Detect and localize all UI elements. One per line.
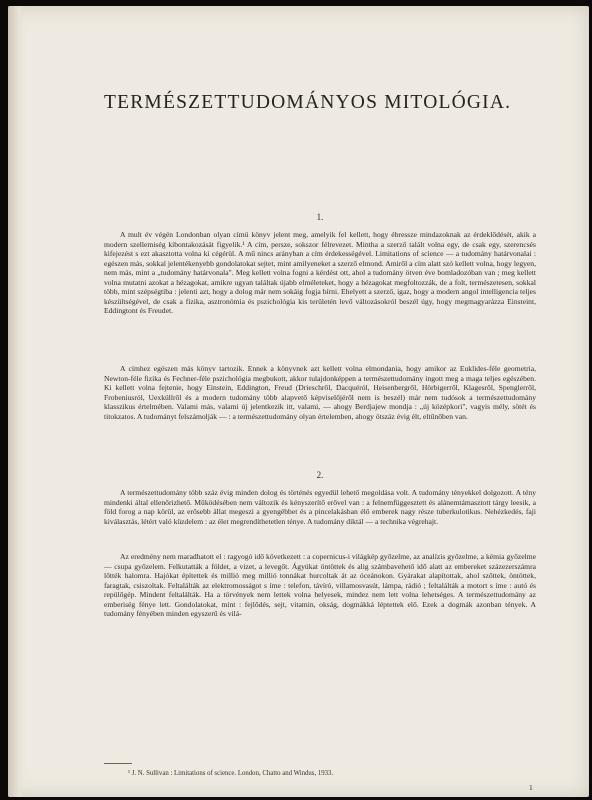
footnote-rule <box>104 763 132 764</box>
section-number-1: 1. <box>316 212 324 222</box>
footnote: ¹ J. N. Sullivan : Limitations of science. London, Chatto and Windus, 1933. <box>128 770 334 777</box>
page-binding-edge <box>8 6 24 797</box>
paragraph-2: A címhez egészen más könyv tartozik. Ennek a könyvnek azt kellett volna elmondania, hogy amikor az Euklides-féle geometria, Newton-féle fizika és Fechner-féle pszichológia megbukott, akkor tulajdonképpen a természettudomány ingott meg a maga teljes egészében. Ki kellett volna fejtenie, hogy Einstein, Eddington, Freud (Drieschről, Dacquéról, Heisenbergről, Hörbigerről, Klagesről, Spenglerről, Frobeniusról, Uexküllről és a modern tudomány több alapvető képviselőjéről nem is beszél) már nem tudósok a természettudomány klasszikus értelmében. Valami más, valami új jelentkezik itt, valami, — ahogy Berdjajew mondja : „új középkori", vagyis mély, sötét és titokzatos. A tudományt felszámolják — : a természettudomány olyan értelemben, ahogy ötszáz évig élt, eltűnőben van. <box>104 364 536 421</box>
section-number-2: 2. <box>316 470 324 480</box>
document-page <box>8 6 589 797</box>
page-title: TERMÉSZETTUDOMÁNYOS MITOLÓGIA. <box>104 92 512 113</box>
page-number: 1 <box>529 783 533 792</box>
paragraph-1: A mult év végén Londonban olyan címü könyv jelent meg, amelyik fel kellett, hogy ébressze mindazoknak az érdeklődését, akik a modern szellemiség kibontakozását figyelik.¹ A cím, persze, sokszor félrevezet. Mintha a szerző talált volna egy, de csak egy, szerencsés kifejezést s ezt akasztotta volna ki cégérül. A mű nincs arányban a cím érdekességével. Limitations of science — a tudomány határvonalai : egészen más, sokkal jelentékenyebb gondolatokat sejtet, mint amilyeneket a szerző elmond. Amiről a cím alatt szó kellett volna, hogy legyen, nem más, mint a „tudomány határvonala". Meg kellett volna fogni a kérdést ott, ahol a tudomány ötven éve bomladozóban van ; meg kellett volna mutatni azokat a hézagokat, amikre ugyan találtak újabb elméleteket, hogy a hézagokat megfoltozzák, de a folt, természetesen, sokkal több, mint szépségtiba : jelenti azt, hogy a dolog már nem sokáig fogja bírni. Ehelyett a szerző, igaz, hogy a modern angol intelligencia teljes készültségével, de csak a fizika, asztronómia és pszichológia kis területén levő változásokról beszél úgy, hogy megmagyarázza Einsteint, Eddingtont és Freudet. <box>104 230 536 316</box>
paragraph-4: Az eredmény nem maradhatott el : ragyogó idő következett : a copernicus-i világkép győzelme, az analízis győzelme, a kémia győzelme — csupa győzelem. Felkutatták a földet, a vizet, a levegőt. Ágyúkat öntöttek és alig számbavehető idő alatt az embereket százezerszámra lőtték halomra. Hajókat építettek és millió meg millió tonnákat hurcoltak át az óceánokon. Gyárakat alapítottak, ahol szőttek, öntöttek, faragtak, csiszoltak. Feltalálták az elektromosságot s íme : telefon, távíró, villamosvasút, lámpa, rádió ; feltalálták a motort s íme : autó és repülőgép. Mindent feltalálták. Ha a törvények nem lettek volna helyesek, mindez nem lett volna lehetséges. A természettudomány az emberiség fénye lett. Gondolatokat, mint : fejlődés, sejt, vitamin, okság, dogmákká léptettek elő. Ezek a dogmák azonban tények. A tudomány fényében minden egyszerű és vilá- <box>104 552 536 619</box>
paragraph-3: A természettudomány több száz évig minden dolog és történés egyedül lehető megoldása volt. A tudomány tényekkel dolgozott. A tény mindenki által ellenőrizhető. Működésében nem változik és kényszerítő erővel van : a felnemfüggesztett és alánemtámasztott tárgy leesik, a föld forog a nap körül, az erősebb állat megeszi a gyengébbet és a pincelakásban élő emberek nagy része tuberkulotikus. Nehézkedés, faji kiválasztás, létért való küzdelem : az élet megrendíthetetlen ténye. A tudomány diktál — a technika végrehajt. <box>104 488 536 526</box>
